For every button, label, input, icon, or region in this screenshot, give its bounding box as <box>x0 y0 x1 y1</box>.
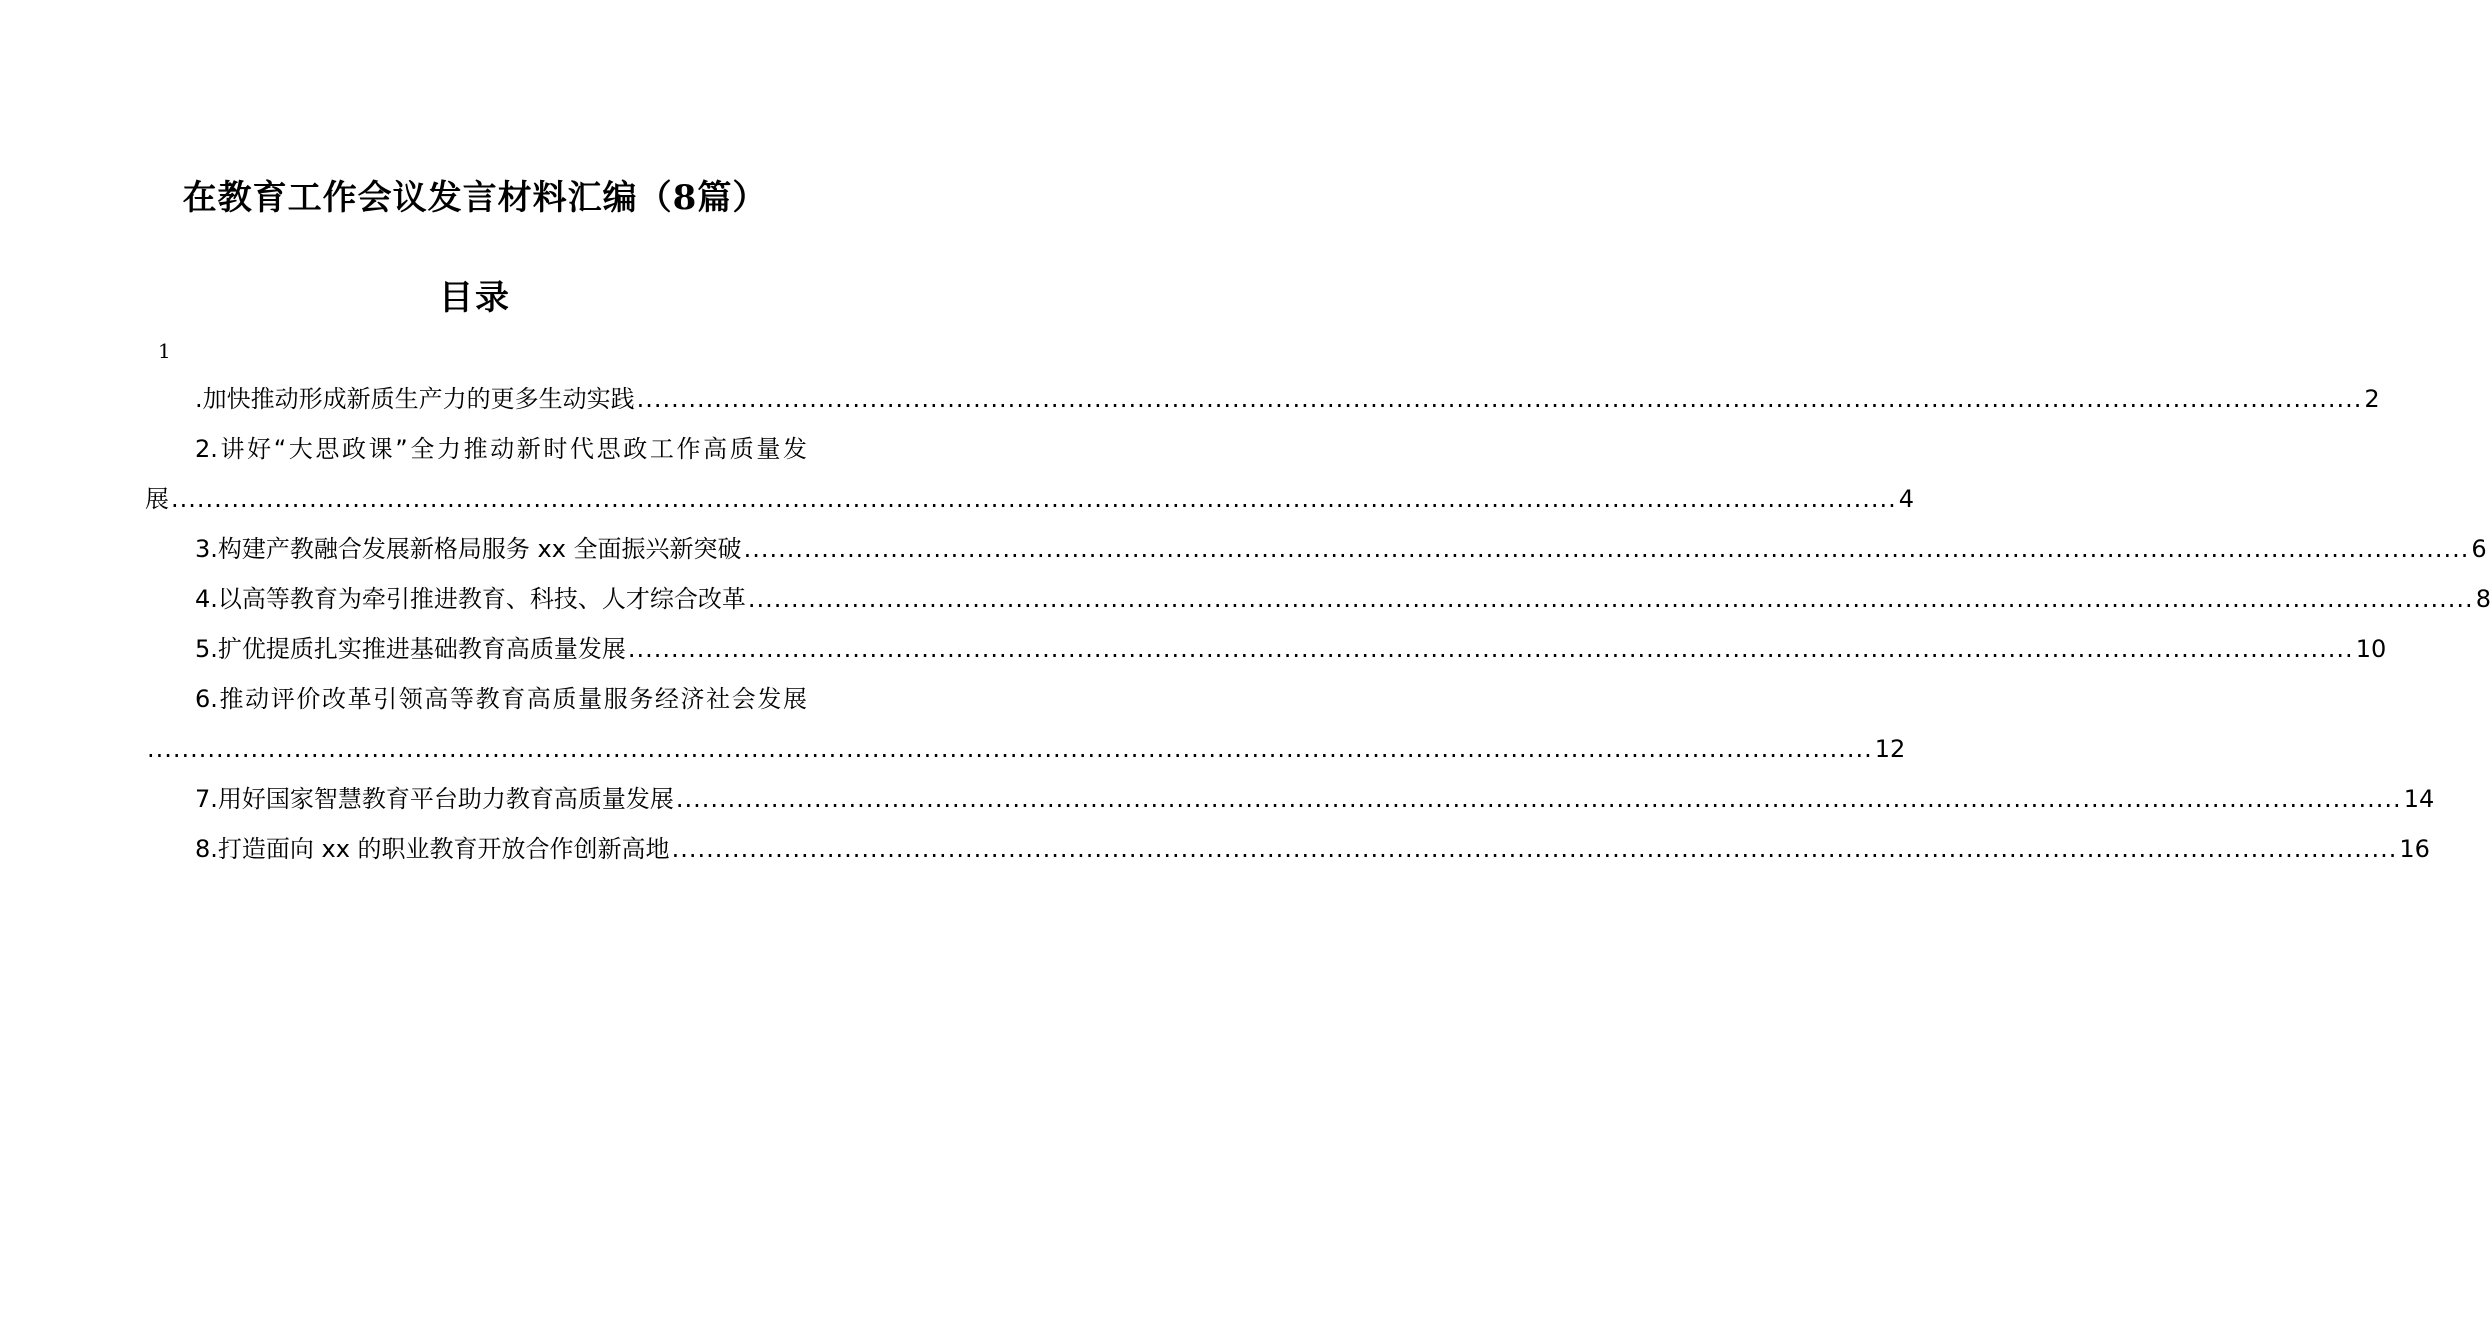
toc-entry-page: 4 <box>1898 485 1915 513</box>
toc-entry-title: 4.以高等教育为牵引推进教育、科技、人才综合改革 <box>195 585 746 613</box>
toc-entry-page: 16 <box>2399 835 2430 863</box>
toc-entry[interactable] <box>145 574 2491 624</box>
toc-leader-dots: ........................................................................................................................................................................................................ <box>627 635 2354 663</box>
toc-leader-dots: ........................................................................................................................................................................................................ <box>743 535 2470 563</box>
toc-entry-page: 6 <box>2471 535 2487 563</box>
toc-entry[interactable] <box>145 424 1915 524</box>
toc-leader-dots: ........................................................................................................................................................................................................ <box>747 585 2474 613</box>
toc-entry-title: 3.构建产教融合发展新格局服务 xx 全面振兴新突破 <box>195 535 742 563</box>
toc-entry-page: 12 <box>1874 735 1906 763</box>
toc-leader-dots: ........................................................................................................................................................................................................ <box>147 735 1873 763</box>
stray-page-number: 1 <box>158 339 171 363</box>
toc-entry[interactable] <box>145 674 1906 774</box>
toc-entry[interactable] <box>145 374 2380 424</box>
toc-entry-title-continued: 展 <box>145 485 169 513</box>
toc-entry-page: 10 <box>2355 635 2387 663</box>
toc-entry-page: 8 <box>2475 585 2491 613</box>
toc-entry-page: 2 <box>2364 385 2380 413</box>
toc-entry-title: 5.扩优提质扎实推进基础教育高质量发展 <box>195 635 626 663</box>
toc-entry-title: 2.讲好“大思政课”全力推动新时代思政工作高质量发 <box>195 435 807 463</box>
toc-entry-page: 14 <box>2403 785 2435 813</box>
toc-entry[interactable] <box>145 774 2435 824</box>
toc-entry[interactable] <box>145 624 2387 674</box>
toc-leader-dots: ........................................................................................................................................................................................................ <box>671 835 2398 863</box>
toc-heading: 目录 <box>439 278 511 318</box>
toc-leader-dots: ........................................................................................................................................................................................................ <box>636 385 2363 413</box>
toc-entry-title: .加快推动形成新质生产力的更多生动实践 <box>195 385 635 413</box>
toc-entry-title: 7.用好国家智慧教育平台助力教育高质量发展 <box>195 785 674 813</box>
table-of-contents <box>145 374 2491 874</box>
toc-leader-dots: ........................................................................................................................................................................................................ <box>675 785 2402 813</box>
toc-entry-title: 6.推动评价改革引领高等教育高质量服务经济社会发展 <box>195 685 807 713</box>
toc-entry-title: 8.打造面向 xx 的职业教育开放合作创新高地 <box>195 835 670 863</box>
toc-entry[interactable] <box>145 524 2487 574</box>
toc-entry[interactable] <box>145 824 2430 874</box>
toc-leader-dots: ........................................................................................................................................................................................................ <box>171 485 1897 513</box>
document-title: 在教育工作会议发言材料汇编（8篇） <box>182 178 768 218</box>
